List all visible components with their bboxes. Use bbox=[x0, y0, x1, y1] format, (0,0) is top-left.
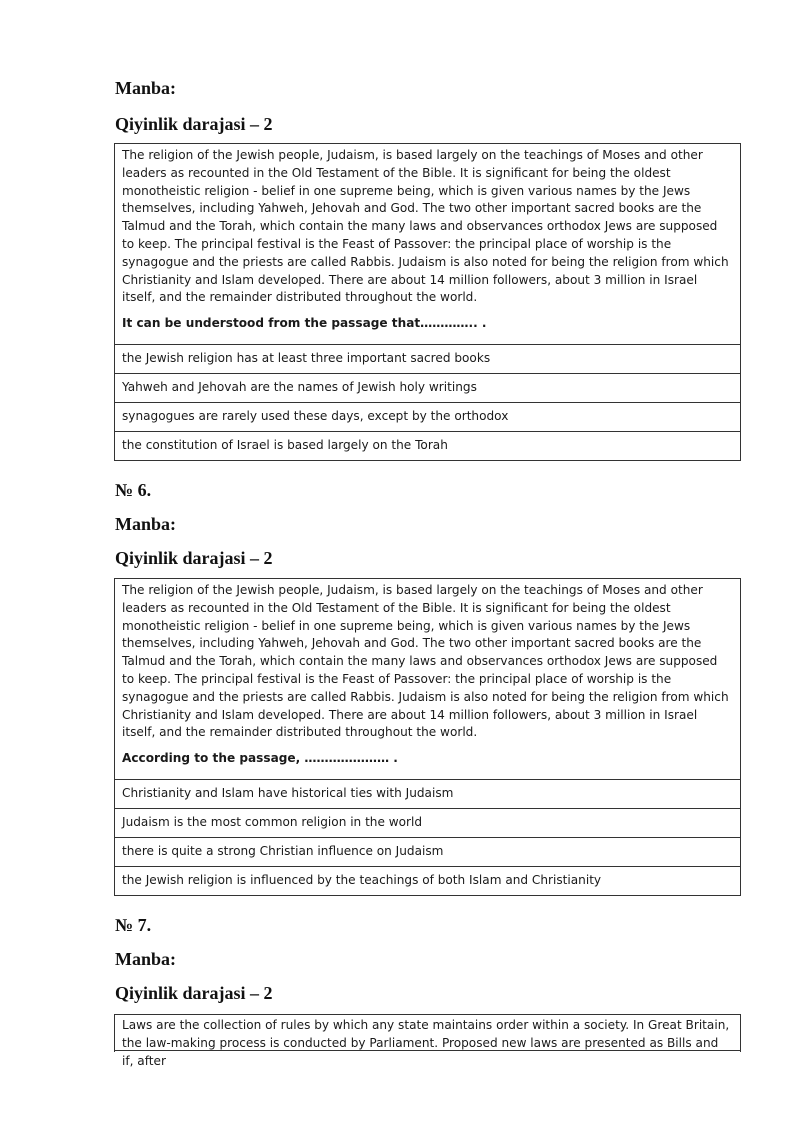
answer-option[interactable]: the Jewish religion has at least three important sacred books bbox=[115, 344, 740, 373]
passage-text: The religion of the Jewish people, Judaism, is based largely on the teachings of Moses and other leaders as recounted in the Old Testament of the Bible. It is significant for being the oldest monotheistic religion - belief in one supreme being, which is given various names by the Jews themselves, including Yahweh, Jehovah and God. The two other important sacred books are the Talmud and the Torah, which contain the many laws and observances orthodox Jews are supposed to keep. The principal festival is the Feast of Passover: the principal place of worship is the synagogue and the priests are called Rabbis. Judaism is also noted for being the religion from which Christianity and Islam developed. There are about 14 million followers, about 3 million in Israel itself, and the remainder distributed throughout the world. bbox=[122, 583, 729, 740]
answer-option[interactable]: the constitution of Israel is based largely on the Torah bbox=[115, 431, 740, 460]
question-box-7 bbox=[114, 1014, 741, 1068]
answer-option[interactable]: there is quite a strong Christian influence on Judaism bbox=[115, 837, 740, 866]
question-box-5 bbox=[114, 143, 741, 461]
divider bbox=[114, 1050, 741, 1051]
passage-text: Laws are the collection of rules by which any state maintains order within a society. In Great Britain, the law-making process is conducted by Parliament. Proposed new laws are presented as Bills and if, after bbox=[122, 1018, 730, 1068]
source-label: Manba: bbox=[115, 78, 177, 98]
question-box-6 bbox=[114, 578, 741, 896]
difficulty-label: Qiyinlik darajasi – 2 bbox=[115, 983, 273, 1003]
question-prompt: According to the passage, ………………… . bbox=[122, 751, 398, 766]
answer-option[interactable]: Christianity and Islam have historical ties with Judaism bbox=[115, 779, 740, 808]
answer-option[interactable]: Judaism is the most common religion in the world bbox=[115, 808, 740, 837]
passage-text: The religion of the Jewish people, Judaism, is based largely on the teachings of Moses and other leaders as recounted in the Old Testament of the Bible. It is significant for being the oldest monotheistic religion - belief in one supreme being, which is given various names by the Jews themselves, including Yahweh, Jehovah and God. The two other important sacred books are the Talmud and the Torah, which contain the many laws and observances orthodox Jews are supposed to keep. The principal festival is the Feast of Passover: the principal place of worship is the synagogue and the priests are called Rabbis. Judaism is also noted for being the religion from which Christianity and Islam developed. There are about 14 million followers, about 3 million in Israel itself, and the remainder distributed throughout the world. bbox=[122, 148, 729, 305]
answer-option[interactable]: synagogues are rarely used these days, except by the orthodox bbox=[115, 402, 740, 431]
source-label: Manba: bbox=[115, 514, 177, 534]
answer-option[interactable]: the Jewish religion is influenced by the teachings of both Islam and Christianity bbox=[115, 866, 740, 895]
source-label: Manba: bbox=[115, 949, 177, 969]
answer-option[interactable]: Yahweh and Jehovah are the names of Jewish holy writings bbox=[115, 373, 740, 402]
question-number: № 6. bbox=[115, 480, 152, 500]
difficulty-label: Qiyinlik darajasi – 2 bbox=[115, 548, 273, 568]
question-prompt: It can be understood from the passage that………….. . bbox=[122, 316, 487, 331]
question-number: № 7. bbox=[115, 915, 152, 935]
difficulty-label: Qiyinlik darajasi – 2 bbox=[115, 114, 273, 134]
